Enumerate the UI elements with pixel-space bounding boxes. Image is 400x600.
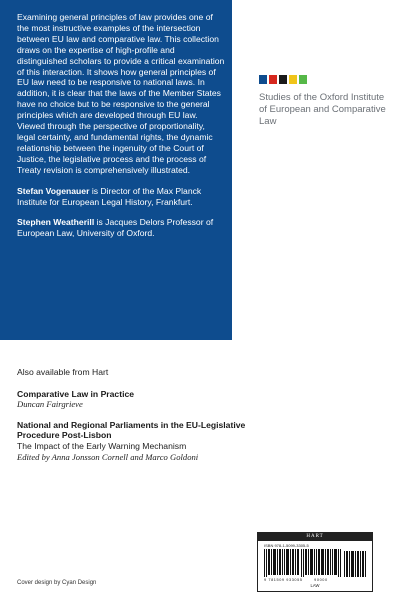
series-title: Studies of the Oxford Institute of European and Comparative Law xyxy=(259,92,386,127)
book-item xyxy=(17,420,247,462)
isbn-text: ISBN 978-1-5099-3305-5 xyxy=(264,543,309,548)
swatch-blue xyxy=(259,75,267,84)
barcode-box xyxy=(257,532,373,592)
blurb xyxy=(17,12,225,249)
book-title: Comparative Law in Practice xyxy=(17,388,135,399)
book-title: National and Regional Parliaments in the EU-Legislative Procedure Post-Lisbon xyxy=(17,419,246,441)
author-2-bio: Stephen Weatherill is Jacques Delors Professor of European Law, University of Oxford. xyxy=(17,217,214,239)
swatch-yellow xyxy=(289,75,297,84)
swatch-red xyxy=(269,75,277,84)
also-available-heading: Also available from Hart xyxy=(17,367,109,377)
subject-label: LAW xyxy=(310,583,320,588)
book-author: Duncan Fairgrieve xyxy=(17,399,83,410)
isbn-barcode xyxy=(264,549,342,577)
blurb-description: Examining general principles of law provides one of the most instructive examples of the intersection between EU law and comparative law. This collection draws on the expertise of high-profile and distinguished scholars to provide a critical examination of this interaction. It shows how general principles of EU law need to be responsive to national laws. In addition, it is clear that the laws of the Member States have no choice but to be responsive to the general principles which are developed through EU law. Viewed through the perspective of proportionality, legal certainty, and fundamental rights, the dynamic relationship between the ingenuity of the Court of Justice, the legislative process and the process of Treaty revision is comprehensively illustrated. xyxy=(17,12,225,175)
author-1-bio: Stefan Vogenauer is Director of the Max Planck Institute for European Legal History, Frankfurt. xyxy=(17,185,202,207)
book-subtitle: The Impact of the Early Warning Mechanism xyxy=(17,440,187,451)
back-cover-panel xyxy=(0,0,232,340)
book-author: Edited by Anna Jonsson Cornell and Marco Goldoni xyxy=(17,451,199,462)
book-item xyxy=(17,389,247,410)
also-available-section xyxy=(17,367,247,472)
series-color-swatches xyxy=(259,75,389,84)
cover-design-credit: Cover design by Cyan Design xyxy=(17,580,97,586)
barcode-digits: 9 781509 933055 90000 xyxy=(264,578,328,582)
swatch-green xyxy=(299,75,307,84)
series-block xyxy=(259,75,389,128)
publisher-logo: HART xyxy=(258,533,372,541)
price-barcode xyxy=(344,551,366,577)
swatch-black xyxy=(279,75,287,84)
